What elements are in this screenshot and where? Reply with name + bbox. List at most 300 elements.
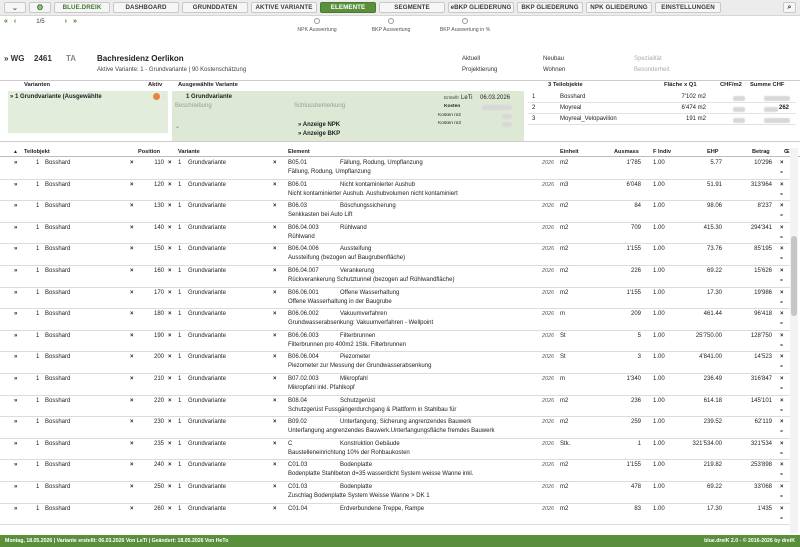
table-row[interactable] bbox=[0, 331, 790, 353]
row-clear-position-icon[interactable]: × bbox=[168, 289, 172, 296]
row-clear-position-icon[interactable]: × bbox=[168, 419, 172, 426]
besonderheit-label: Besonderheit bbox=[634, 67, 670, 73]
row-f-indiv: 1.00 bbox=[653, 332, 665, 339]
row-delete-icon[interactable]: × bbox=[780, 224, 784, 231]
row-position: 150 bbox=[153, 246, 164, 253]
table-row[interactable] bbox=[0, 374, 790, 396]
row-clear-teilobjekt-icon[interactable]: × bbox=[130, 246, 134, 253]
row-expand-icon[interactable]: » bbox=[14, 484, 18, 490]
table-row[interactable] bbox=[0, 482, 790, 504]
row-einheit: m2 bbox=[560, 484, 569, 490]
row-element-title: Rühlwand bbox=[340, 224, 367, 231]
table-row[interactable] bbox=[0, 352, 790, 374]
row-teilobjekt-name: Bosshard bbox=[45, 246, 71, 253]
table-row[interactable] bbox=[0, 309, 790, 331]
row-delete-icon[interactable]: × bbox=[780, 376, 784, 382]
row-teilobjekt-nr: 1 bbox=[36, 224, 40, 231]
variant-list bbox=[8, 91, 168, 133]
row-variante-nr: 1 bbox=[178, 376, 182, 382]
row-clear-teilobjekt-icon[interactable]: × bbox=[130, 203, 134, 210]
row-delete-icon[interactable]: × bbox=[780, 203, 784, 210]
row-ausmass: 84 bbox=[634, 203, 641, 210]
row-clear-variante-icon[interactable]: × bbox=[273, 505, 277, 512]
row-teilobjekt-name: Bosshard bbox=[45, 354, 71, 361]
type-neubau: Neubau bbox=[543, 56, 565, 62]
row-expand-icon[interactable]: » bbox=[14, 440, 18, 447]
header-ehp[interactable]: EHP bbox=[707, 149, 719, 155]
sort-icon[interactable]: ▲ bbox=[13, 149, 18, 155]
row-position: 260 bbox=[153, 505, 164, 512]
row-betrag: 316'847 bbox=[750, 376, 772, 382]
nav-ebkp-gliederung[interactable]: eBKP GLIEDERUNG bbox=[448, 2, 514, 13]
phase-projektierung: Projektierung bbox=[462, 67, 498, 73]
row-ehp: 17.30 bbox=[706, 289, 722, 296]
row-element-code: C01.03 bbox=[288, 462, 308, 469]
link-icon[interactable]: ⚭ bbox=[779, 191, 785, 198]
row-expand-icon[interactable]: » bbox=[14, 462, 18, 469]
row-variante-name: Grundvariante bbox=[188, 311, 227, 318]
row-ausmass: 3 bbox=[637, 354, 641, 361]
nav-bkp-gliederung[interactable]: BKP GLIEDERUNG bbox=[517, 2, 583, 13]
wg-number: 2461 bbox=[34, 54, 52, 63]
row-expand-icon[interactable]: » bbox=[14, 376, 18, 382]
row-f-indiv: 1.00 bbox=[653, 289, 665, 296]
row-element-description: Nicht kontaminierter Aushub. Aushubvolumen nicht kontaminiert bbox=[288, 190, 458, 197]
row-clear-position-icon[interactable]: × bbox=[168, 332, 172, 339]
row-teilobjekt-nr: 1 bbox=[36, 462, 40, 469]
row-variante-name: Grundvariante bbox=[188, 376, 227, 382]
row-clear-position-icon[interactable]: × bbox=[168, 354, 172, 361]
link-icon[interactable]: ⚭ bbox=[779, 170, 785, 176]
variant-row-grundvariante[interactable]: » 1 Grundvariante (Ausgewählte bbox=[10, 94, 102, 100]
link-icon[interactable]: ⚭ bbox=[779, 386, 785, 392]
col-flache: Fläche x Q1 bbox=[664, 82, 697, 88]
row-teilobjekt-name: Bosshard bbox=[45, 203, 71, 210]
row-variante-name: Grundvariante bbox=[188, 462, 227, 469]
prev-record-icon[interactable]: ‹ bbox=[13, 18, 17, 25]
ta-label: TA bbox=[66, 54, 77, 63]
nav-segmente[interactable]: SEGMENTE bbox=[379, 2, 445, 13]
row-clear-variante-icon[interactable]: × bbox=[273, 419, 277, 426]
row-ausmass: 6'048 bbox=[626, 181, 641, 188]
teilobjekte-list bbox=[528, 91, 796, 141]
row-element-code: C bbox=[288, 440, 293, 447]
row-element-description: Aussteifung (bezogen auf Baugrubenfläche) bbox=[288, 255, 406, 262]
header-teilobjekt[interactable]: Teilobjekt bbox=[24, 149, 50, 155]
row-expand-icon[interactable]: » bbox=[14, 224, 18, 231]
row-clear-teilobjekt-icon[interactable]: × bbox=[130, 224, 134, 231]
row-element-code: B06.06.003 bbox=[288, 332, 319, 339]
row-ehp: 5.77 bbox=[710, 160, 722, 166]
table-row[interactable] bbox=[0, 223, 790, 245]
row-ausmass: 1'785 bbox=[626, 160, 641, 166]
status-aktuell: Aktuell bbox=[462, 56, 481, 62]
radio-bkp-auswertung-prozent[interactable]: BKP Auswertung in % bbox=[428, 18, 502, 33]
table-row[interactable] bbox=[0, 460, 790, 482]
table-row[interactable] bbox=[0, 439, 790, 461]
row-variante-name: Grundvariante bbox=[188, 419, 227, 426]
row-element-description: Fällung, Rodung, Umpflanzung bbox=[288, 169, 371, 175]
record-pager bbox=[4, 18, 77, 25]
row-clear-variante-icon[interactable]: × bbox=[273, 289, 277, 296]
anzeige-bkp-link[interactable]: » Anzeige BKP bbox=[298, 131, 341, 137]
link-icon[interactable]: ⚭ bbox=[779, 299, 785, 306]
link-icon[interactable]: ⚭ bbox=[779, 515, 785, 522]
row-expand-icon[interactable]: » bbox=[14, 181, 18, 188]
row-f-indiv: 1.00 bbox=[653, 462, 665, 469]
row-clear-position-icon[interactable]: × bbox=[168, 224, 172, 231]
search-button[interactable] bbox=[783, 2, 796, 13]
row-element-code: B07.02.003 bbox=[288, 376, 319, 382]
row-year: 2026 bbox=[542, 181, 554, 188]
row-variante-nr: 1 bbox=[178, 203, 182, 210]
teilobjekt-row[interactable]: 3 Moyreal_Velopavilion 191 m2 bbox=[528, 115, 796, 125]
row-clear-variante-icon[interactable]: × bbox=[273, 376, 277, 382]
row-clear-variante-icon[interactable]: × bbox=[273, 246, 277, 253]
row-delete-icon[interactable]: × bbox=[780, 440, 784, 447]
row-clear-position-icon[interactable]: × bbox=[168, 181, 172, 188]
table-row[interactable] bbox=[0, 158, 790, 180]
col-ausgewahlt: Ausgewählte Variante bbox=[178, 82, 238, 88]
row-teilobjekt-nr: 1 bbox=[36, 268, 40, 274]
row-betrag: 33'068 bbox=[754, 484, 772, 490]
table-row[interactable] bbox=[0, 396, 790, 418]
header-betrag[interactable]: Betrag bbox=[752, 149, 770, 155]
table-row[interactable] bbox=[0, 180, 790, 202]
link-icon[interactable]: ⚭ bbox=[779, 450, 785, 457]
row-clear-position-icon[interactable]: × bbox=[168, 268, 172, 274]
row-clear-teilobjekt-icon[interactable]: × bbox=[130, 462, 134, 469]
row-teilobjekt-nr: 1 bbox=[36, 484, 40, 490]
next-record-icon[interactable]: › bbox=[64, 18, 67, 25]
row-delete-icon[interactable]: × bbox=[780, 160, 784, 166]
row-element-description: Rückverankerung Schutztunnel (bezogen auf Rühlwandfläche) bbox=[288, 277, 455, 283]
row-element-description: Grundwasserabsenkung: Vakuumverfahren - Wellpoint bbox=[288, 320, 434, 327]
link-icon[interactable]: ⚭ bbox=[779, 321, 785, 328]
row-variante-nr: 1 bbox=[178, 181, 182, 188]
header-variante[interactable]: Variante bbox=[178, 149, 200, 155]
row-element-description: Unterfangung angrenzendes Bauwerk.Unterfangungsfläche fremdes Bauwerk bbox=[288, 428, 495, 435]
table-row[interactable] bbox=[0, 417, 790, 439]
grid-scrollbar[interactable] bbox=[790, 148, 798, 533]
wg-label: » WG bbox=[4, 54, 25, 63]
row-einheit: m2 bbox=[560, 203, 569, 210]
anzeige-npk-link[interactable]: » Anzeige NPK bbox=[298, 122, 341, 128]
spezialitat-label: Spezialität bbox=[634, 56, 662, 62]
row-einheit: m3 bbox=[560, 181, 569, 188]
row-clear-teilobjekt-icon[interactable]: × bbox=[130, 397, 134, 404]
row-position: 110 bbox=[154, 160, 164, 166]
gear-icon: ⚙ bbox=[36, 3, 44, 12]
row-clear-teilobjekt-icon[interactable]: × bbox=[130, 419, 134, 426]
table-row[interactable] bbox=[0, 266, 790, 288]
row-clear-variante-icon[interactable]: × bbox=[273, 224, 277, 231]
row-delete-icon[interactable]: × bbox=[780, 484, 784, 490]
row-element-title: Böschungssicherung bbox=[340, 203, 396, 210]
row-clear-position-icon[interactable]: × bbox=[168, 376, 172, 382]
row-einheit: m2 bbox=[560, 419, 569, 426]
beschreibung-label: Beschreibung bbox=[175, 103, 212, 109]
nav-elemente[interactable]: ELEMENTE bbox=[320, 2, 376, 13]
row-variante-nr: 1 bbox=[178, 289, 182, 296]
row-delete-icon[interactable]: × bbox=[780, 354, 784, 361]
row-delete-icon[interactable]: × bbox=[780, 311, 784, 318]
row-clear-variante-icon[interactable]: × bbox=[273, 462, 277, 469]
row-variante-nr: 1 bbox=[178, 268, 182, 274]
link-icon[interactable]: ⚭ bbox=[779, 494, 785, 500]
row-year: 2026 bbox=[542, 203, 554, 210]
row-year: 2026 bbox=[542, 224, 554, 231]
link-icon[interactable]: ⚭ bbox=[779, 472, 785, 479]
row-element-code: B05.01 bbox=[288, 160, 308, 166]
row-ausmass: 209 bbox=[630, 311, 641, 318]
row-menu-icon[interactable]: ⋮ bbox=[161, 94, 166, 100]
link-icon[interactable]: ⚭ bbox=[779, 429, 785, 436]
row-element-code: B06.06.002 bbox=[288, 311, 319, 318]
row-element-code: B09.02 bbox=[288, 419, 308, 426]
row-teilobjekt-nr: 1 bbox=[36, 332, 40, 339]
link-icon[interactable]: ⚭ bbox=[779, 407, 785, 414]
row-teilobjekt-nr: 1 bbox=[36, 505, 40, 512]
row-clear-position-icon[interactable]: × bbox=[168, 311, 172, 318]
row-position: 200 bbox=[153, 354, 164, 361]
row-einheit: m2 bbox=[560, 289, 569, 296]
row-betrag: 253'898 bbox=[750, 462, 772, 469]
row-expand-icon[interactable]: » bbox=[14, 268, 18, 274]
row-ausmass: 1'155 bbox=[626, 246, 641, 253]
row-f-indiv: 1.00 bbox=[653, 160, 665, 166]
row-f-indiv: 1.00 bbox=[653, 505, 665, 512]
kosten-label: Kosten bbox=[444, 104, 461, 109]
row-clear-position-icon[interactable]: × bbox=[168, 440, 172, 447]
row-year: 2026 bbox=[542, 505, 554, 512]
link-icon[interactable]: ⚭ bbox=[779, 342, 785, 349]
row-teilobjekt-name: Bosshard bbox=[45, 462, 71, 469]
radio-npk-auswertung[interactable]: NPK Auswertung bbox=[280, 18, 354, 33]
last-record-icon[interactable]: » bbox=[72, 18, 77, 25]
row-expand-icon[interactable]: » bbox=[14, 397, 18, 404]
active-indicator-icon[interactable] bbox=[153, 93, 160, 100]
row-element-code: B06.01 bbox=[288, 181, 308, 188]
header-ausmass[interactable]: Ausmass bbox=[614, 149, 639, 155]
row-delete-icon[interactable]: × bbox=[780, 462, 784, 469]
row-element-code: B08.04 bbox=[288, 397, 308, 404]
row-year: 2026 bbox=[542, 462, 554, 469]
row-clear-teilobjekt-icon[interactable]: × bbox=[130, 268, 134, 274]
row-ehp: 25'750.00 bbox=[695, 332, 722, 339]
row-betrag: 96'418 bbox=[754, 311, 772, 318]
row-variante-nr: 1 bbox=[178, 354, 182, 361]
nav-brand[interactable]: BLUE.DREIK bbox=[54, 2, 110, 13]
row-clear-variante-icon[interactable]: × bbox=[273, 484, 277, 490]
link-icon[interactable]: ⚭ bbox=[779, 234, 785, 241]
row-year: 2026 bbox=[542, 440, 554, 447]
footer-status-text: Montag, 18.05.2026 | Variante erstellt: 06.03.2026 Von LeTi | Geändert: 18.05.2026 Von HeTo bbox=[5, 538, 229, 544]
row-teilobjekt-name: Bosshard bbox=[45, 440, 71, 447]
row-delete-icon[interactable]: × bbox=[780, 289, 784, 296]
row-clear-teilobjekt-icon[interactable]: × bbox=[130, 440, 134, 447]
row-clear-variante-icon[interactable]: × bbox=[273, 203, 277, 210]
row-clear-teilobjekt-icon[interactable]: × bbox=[130, 289, 134, 296]
row-clear-position-icon[interactable]: × bbox=[168, 246, 172, 253]
row-clear-teilobjekt-icon[interactable]: × bbox=[130, 484, 134, 490]
row-position: 240 bbox=[153, 462, 164, 469]
row-clear-teilobjekt-icon[interactable]: × bbox=[130, 160, 134, 166]
row-clear-variante-icon[interactable]: × bbox=[273, 440, 277, 447]
nav-dashboard[interactable]: DASHBOARD bbox=[113, 2, 179, 13]
row-clear-variante-icon[interactable]: × bbox=[273, 397, 277, 404]
row-delete-icon[interactable]: × bbox=[780, 246, 784, 253]
row-clear-position-icon[interactable]: × bbox=[168, 505, 172, 512]
row-expand-icon[interactable]: » bbox=[14, 332, 18, 339]
row-f-indiv: 1.00 bbox=[653, 181, 665, 188]
nav-grunddaten[interactable]: GRUNDDATEN bbox=[182, 2, 248, 13]
row-clear-variante-icon[interactable]: × bbox=[273, 332, 277, 339]
row-clear-variante-icon[interactable]: × bbox=[273, 268, 277, 274]
link-icon[interactable]: ⚭ bbox=[779, 256, 785, 263]
row-position: 220 bbox=[153, 397, 164, 404]
row-clear-teilobjekt-icon[interactable]: × bbox=[130, 181, 134, 188]
row-expand-icon[interactable]: » bbox=[14, 505, 18, 512]
row-teilobjekt-name: Bosshard bbox=[45, 268, 71, 274]
row-element-title: Offene Wasserhaltung bbox=[340, 289, 400, 296]
row-element-code: B06.04.003 bbox=[288, 224, 319, 231]
kosten-value-redacted bbox=[482, 105, 512, 110]
row-delete-icon[interactable]: × bbox=[780, 419, 784, 426]
row-clear-teilobjekt-icon[interactable]: × bbox=[130, 376, 134, 382]
row-delete-icon[interactable]: × bbox=[780, 268, 784, 274]
row-teilobjekt-nr: 1 bbox=[36, 289, 40, 296]
settings-button[interactable] bbox=[29, 2, 51, 13]
nav-einstellungen[interactable]: EINSTELLUNGEN bbox=[655, 2, 721, 13]
row-f-indiv: 1.00 bbox=[653, 397, 665, 404]
row-f-indiv: 1.00 bbox=[653, 440, 665, 447]
expand-chevron-icon[interactable]: ⌄ bbox=[175, 124, 181, 130]
header-einheit[interactable]: Einheit bbox=[560, 149, 579, 155]
row-position: 210 bbox=[153, 376, 164, 382]
row-delete-icon[interactable]: × bbox=[780, 397, 784, 404]
row-ehp: 236.49 bbox=[703, 376, 722, 382]
row-element-description: Senkkasten bei Auto Lift bbox=[288, 212, 353, 219]
row-position: 130 bbox=[153, 203, 164, 210]
table-row[interactable] bbox=[0, 244, 790, 266]
row-teilobjekt-nr: 1 bbox=[36, 397, 40, 404]
row-f-indiv: 1.00 bbox=[653, 268, 665, 274]
row-delete-icon[interactable]: × bbox=[780, 505, 784, 512]
row-clear-variante-icon[interactable]: × bbox=[273, 354, 277, 361]
row-ausmass: 83 bbox=[634, 505, 641, 512]
record-counter: 1/5 bbox=[36, 18, 45, 25]
erstellt-date: 06.03.2026 bbox=[480, 95, 511, 101]
row-teilobjekt-name: Bosshard bbox=[45, 484, 71, 490]
row-expand-icon[interactable]: » bbox=[14, 354, 18, 361]
row-clear-position-icon[interactable]: × bbox=[168, 462, 172, 469]
table-row[interactable] bbox=[0, 288, 790, 310]
teilobjekt-row[interactable]: 1 Bosshard 7'102 m2 bbox=[528, 93, 796, 103]
header-f-indiv[interactable]: F Indiv bbox=[653, 149, 672, 155]
nav-aktive-variante[interactable]: AKTIVE VARIANTE bbox=[251, 2, 317, 13]
row-teilobjekt-nr: 1 bbox=[36, 354, 40, 361]
row-delete-icon[interactable]: × bbox=[780, 181, 784, 188]
row-position: 180 bbox=[153, 311, 164, 318]
row-variante-name: Grundvariante bbox=[188, 268, 227, 274]
row-expand-icon[interactable]: » bbox=[14, 160, 18, 166]
link-icon[interactable]: ⚭ bbox=[779, 278, 785, 284]
row-betrag: 145'101 bbox=[750, 397, 772, 404]
row-teilobjekt-name: Bosshard bbox=[45, 181, 71, 188]
row-expand-icon[interactable]: » bbox=[14, 246, 18, 253]
row-betrag: 10'296 bbox=[754, 160, 772, 166]
row-element-description: Rühlwand bbox=[288, 233, 315, 240]
row-betrag: 15'626 bbox=[754, 268, 772, 274]
link-icon[interactable]: ⚭ bbox=[779, 213, 785, 220]
row-expand-icon[interactable]: » bbox=[14, 419, 18, 426]
row-clear-position-icon[interactable]: × bbox=[168, 160, 172, 166]
row-expand-icon[interactable]: » bbox=[14, 203, 18, 210]
row-position: 170 bbox=[153, 289, 164, 296]
row-betrag: 313'964 bbox=[750, 181, 772, 188]
header-element[interactable]: Element bbox=[288, 149, 310, 155]
row-clear-variante-icon[interactable]: × bbox=[273, 311, 277, 318]
grid-scrollbar-thumb[interactable] bbox=[791, 236, 797, 316]
row-variante-name: Grundvariante bbox=[188, 332, 227, 339]
row-variante-nr: 1 bbox=[178, 419, 182, 426]
row-element-code: C01.04 bbox=[288, 505, 308, 512]
row-ehp: 415.30 bbox=[703, 224, 722, 231]
row-clear-variante-icon[interactable]: × bbox=[273, 181, 277, 188]
first-record-icon[interactable]: « bbox=[4, 18, 8, 25]
row-clear-position-icon[interactable]: × bbox=[168, 397, 172, 404]
link-icon[interactable]: ⚭ bbox=[779, 364, 785, 371]
col-aktiv: Aktiv bbox=[148, 82, 163, 88]
header-position[interactable]: Position bbox=[138, 149, 161, 155]
row-expand-icon[interactable]: » bbox=[14, 311, 18, 318]
row-clear-position-icon[interactable]: × bbox=[168, 203, 172, 210]
row-position: 190 bbox=[153, 332, 164, 339]
row-year: 2026 bbox=[542, 484, 554, 490]
header-oe[interactable]: Œ bbox=[784, 149, 790, 155]
row-variante-nr: 1 bbox=[178, 397, 182, 404]
row-variante-name: Grundvariante bbox=[188, 246, 227, 253]
row-element-title: Vakuumverfahren bbox=[340, 311, 387, 318]
row-element-title: Filterbrunnen bbox=[340, 332, 376, 339]
row-ehp: 17.30 bbox=[706, 505, 722, 512]
nav-npk-gliederung[interactable]: NPK GLIEDERUNG bbox=[586, 2, 652, 13]
row-ehp: 73.76 bbox=[706, 246, 722, 253]
col-varianten: Varianten bbox=[24, 82, 51, 88]
row-expand-icon[interactable]: » bbox=[14, 289, 18, 296]
row-ausmass: 709 bbox=[630, 224, 641, 231]
dropdown-menu-button[interactable] bbox=[4, 2, 26, 13]
row-clear-position-icon[interactable]: × bbox=[168, 484, 172, 490]
row-delete-icon[interactable]: × bbox=[780, 332, 784, 339]
row-clear-teilobjekt-icon[interactable]: × bbox=[130, 354, 134, 361]
row-clear-teilobjekt-icon[interactable]: × bbox=[130, 311, 134, 318]
row-einheit: m2 bbox=[560, 224, 569, 231]
table-row[interactable] bbox=[0, 504, 790, 526]
row-element-title: Bodenplatte bbox=[340, 484, 373, 490]
row-ehp: 614.18 bbox=[703, 397, 722, 404]
row-clear-variante-icon[interactable]: × bbox=[273, 160, 277, 166]
row-clear-teilobjekt-icon[interactable]: × bbox=[130, 332, 134, 339]
radio-bkp-auswertung[interactable]: BKP Auswertung bbox=[354, 18, 428, 33]
col-summe: Summe CHF bbox=[750, 82, 785, 88]
row-clear-teilobjekt-icon[interactable]: × bbox=[130, 505, 134, 512]
row-variante-nr: 1 bbox=[178, 160, 182, 166]
row-element-code: B06.04.006 bbox=[288, 246, 319, 253]
teilobjekt-row[interactable]: 2 Moyreal 6'474 m2 262 bbox=[528, 104, 796, 114]
table-row[interactable] bbox=[0, 201, 790, 223]
